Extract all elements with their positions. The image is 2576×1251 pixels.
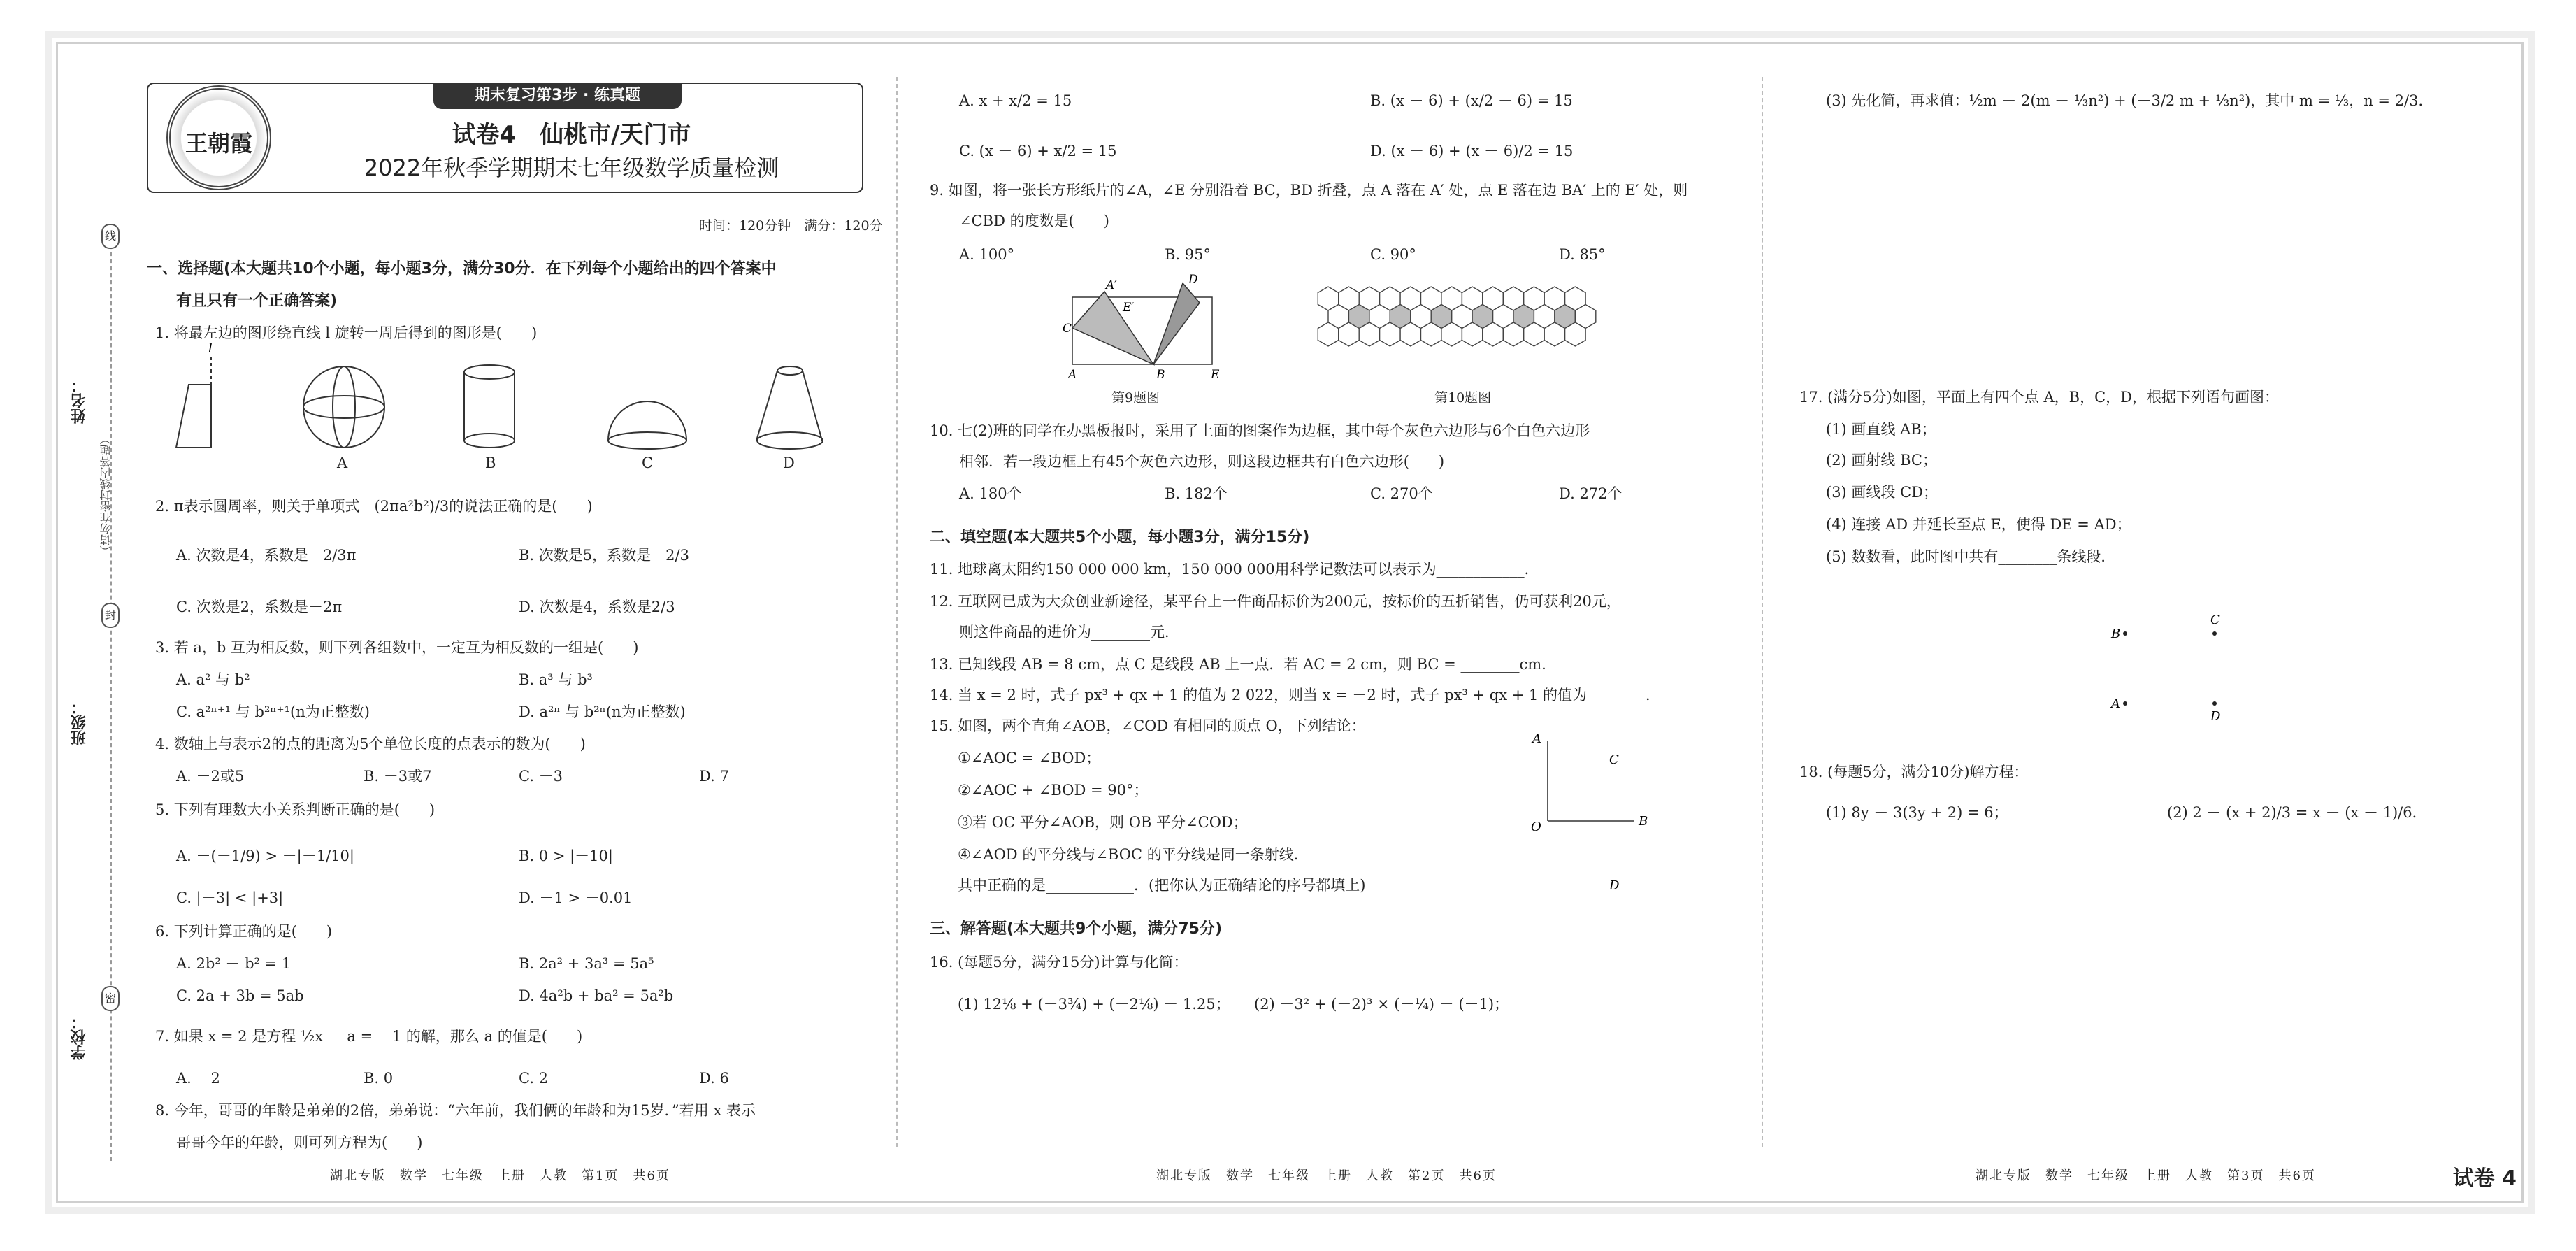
svg-text:D: D <box>2210 709 2221 724</box>
q7-option-a: A. －2 <box>176 1070 220 1087</box>
q2-option-a: A. 次数是4，系数是－2/3π <box>176 547 357 564</box>
q8-option-d: D. (x － 6) + (x － 6)/2 = 15 <box>1370 143 1574 159</box>
fig9-caption: 第9题图 <box>1111 390 1160 406</box>
q4-option-a: A. －2或5 <box>176 768 245 785</box>
svg-text:C: C <box>1063 322 1072 336</box>
q12-text: 12. 互联网已成为大众创业新途径，某平台上一件商品标价为200元，按标价的五折销售，仍可获利20元， <box>930 593 1621 610</box>
q2-option-b: B. 次数是5，系数是－2/3 <box>519 547 689 564</box>
q1-axis-label: l <box>208 341 213 356</box>
paper-title: 试卷4 仙桃市/天门市 <box>452 121 691 149</box>
q16-part3: (3) 先化简，再求值：½m － 2(m － ⅓n²) + (－3/2 m + ⅓n²)，其中 m = ⅓，n = 2/3． <box>1826 92 2433 109</box>
q1-option-d: D <box>783 455 795 471</box>
svg-text:B: B <box>2111 627 2121 641</box>
svg-text:B: B <box>1156 368 1165 382</box>
q15-text: 15. 如图，两个直角∠AOB，∠COD 有相同的顶点 O，下列结论： <box>930 717 1366 734</box>
q6-option-c: C. 2a + 3b = 5ab <box>176 987 304 1004</box>
binding-line <box>110 224 112 1161</box>
q18-part1: (1) 8y － 3(3y + 2) = 6； <box>1826 804 2008 821</box>
q15-conclusion: 其中正确的是____________．(把你认为正确结论的序号都填上) <box>958 877 1366 894</box>
q3-option-d: D. a²ⁿ 与 b²ⁿ(n为正整数) <box>519 703 686 720</box>
q9-text: 9. 如图，将一张长方形纸片的∠A，∠E 分别沿着 BC，BD 折叠，点 A 落在 A′ 处，点 E 落在边 BA′ 上的 E′ 处，则 <box>930 182 1688 199</box>
q7-option-c: C. 2 <box>519 1070 549 1087</box>
binding-mark-close: 密 <box>101 986 120 1011</box>
q8-option-b: B. (x － 6) + (x/2 － 6) = 15 <box>1370 92 1573 109</box>
q7-option-d: D. 6 <box>699 1070 729 1087</box>
q5-option-c: C. |－3| < |+3| <box>176 889 284 906</box>
column-divider <box>1762 77 1763 1147</box>
q9-option-b: B. 95° <box>1165 246 1211 263</box>
q1-text: 1. 将最左边的图形绕直线 l 旋转一周后得到的图形是( ) <box>155 324 538 341</box>
q2-text: 2. π表示圆周率，则关于单项式－(2πa²b²)/3的说法正确的是( ) <box>155 498 593 515</box>
section2-title: 二、填空题(本大题共5个小题，每小题3分，满分15分) <box>930 529 1310 546</box>
svg-text:D: D <box>1188 273 1198 287</box>
q8-option-c: C. (x － 6) + x/2 = 15 <box>959 143 1117 159</box>
class-label: 班级： <box>71 699 88 745</box>
svg-text:A: A <box>1068 368 1077 382</box>
q7-text: 7. 如果 x = 2 是方程 ½x － a = －1 的解，那么 a 的值是( ) <box>155 1028 583 1045</box>
name-label: 姓名： <box>71 378 88 424</box>
q9-option-d: D. 85° <box>1559 246 1606 263</box>
q10-option-a: A. 180个 <box>959 485 1022 502</box>
q8-option-a: A. x + x/2 = 15 <box>959 92 1072 109</box>
q10-option-d: D. 272个 <box>1559 485 1622 502</box>
header-banner: 期末复习第3步 · 练真题 <box>433 83 682 109</box>
q17-item-5: (5) 数数看，此时图中共有________条线段． <box>1826 548 2116 565</box>
section3-title: 三、解答题(本大题共9个小题，满分75分) <box>930 920 1223 938</box>
q5-option-a: A. －(－1/9) > －|－1/10| <box>176 848 354 864</box>
q4-option-d: D. 7 <box>699 768 729 785</box>
q14-text: 14. 当 x = 2 时，式子 px³ + qx + 1 的值为 2 022，则当 x = －2 时，式子 px³ + qx + 1 的值为________． <box>930 687 1661 703</box>
logo-text: 王朝霞 <box>185 130 252 157</box>
q5-option-d: D. －1 > －0.01 <box>519 889 633 906</box>
q10-text-cont: 相邻．若一段边框上有45个灰色六边形，则这段边框共有白色六边形( ) <box>959 453 1445 470</box>
q6-text: 6. 下列计算正确的是( ) <box>155 923 333 940</box>
binding-mark-seal: 封 <box>101 603 120 628</box>
footer-page1: 湖北专版 数学 七年级 上册 人教 第1页 共6页 <box>330 1168 670 1183</box>
q16-part2: (2) －3² + (－2)³ × (－¼) － (－1)； <box>1254 996 1509 1013</box>
q1-option-c: C <box>642 455 654 471</box>
q17-item-1: (1) 画直线 AB； <box>1826 421 1936 438</box>
svg-text:C: C <box>2210 613 2220 627</box>
paper-number: 试卷 4 <box>2452 1166 2517 1191</box>
q13-text: 13. 已知线段 AB = 8 cm，点 C 是线段 AB 上一点．若 AC = 2 cm，则 BC = ________cm. <box>930 656 1546 673</box>
section1-title-cont: 有且只有一个正确答案) <box>176 292 338 310</box>
q5-text: 5. 下列有理数大小关系判断正确的是( ) <box>155 801 436 818</box>
q17-item-4: (4) 连接 AD 并延长至点 E，使得 DE = AD； <box>1826 516 2131 533</box>
q18-text: 18. (每题5分，满分10分)解方程： <box>1799 764 2029 780</box>
q10-option-b: B. 182个 <box>1165 485 1228 502</box>
svg-text:A: A <box>1532 731 1541 746</box>
q11-text: 11. 地球离太阳约150 000 000 km，150 000 000用科学记数法可以表示为____________． <box>930 561 1539 578</box>
svg-text:E′: E′ <box>1123 301 1135 315</box>
q2-option-c: C. 次数是2，系数是－2π <box>176 599 343 615</box>
footer-page3: 湖北专版 数学 七年级 上册 人教 第3页 共6页 <box>1976 1168 2316 1183</box>
q16-part1: (1) 12⅛ + (－3¾) + (－2⅛) － 1.25； <box>958 996 1230 1013</box>
fig9-diagram <box>1063 273 1223 382</box>
column-divider <box>896 77 898 1147</box>
svg-text:C: C <box>1609 752 1619 767</box>
svg-text:O: O <box>1531 820 1541 834</box>
fig10-caption: 第10题图 <box>1434 390 1492 406</box>
q4-option-b: B. －3或7 <box>364 768 432 785</box>
q6-option-b: B. 2a² + 3a³ = 5a⁵ <box>519 955 654 972</box>
q9-text-cont: ∠CBD 的度数是( ) <box>959 213 1109 229</box>
q9-option-c: C. 90° <box>1370 246 1416 263</box>
paper-subtitle: 2022年秋季学期期末七年级数学质量检测 <box>364 155 779 181</box>
q10-option-c: C. 270个 <box>1370 485 1433 502</box>
binding-mark-line: 线 <box>101 224 120 249</box>
footer-page2: 湖北专版 数学 七年级 上册 人教 第2页 共6页 <box>1156 1168 1497 1183</box>
binding-note: （请勿在密封线内答题） <box>99 434 113 557</box>
q6-option-d: D. 4a²b + ba² = 5a²b <box>519 987 674 1004</box>
svg-text:D: D <box>1609 878 1620 893</box>
q9-option-a: A. 100° <box>959 246 1015 263</box>
svg-text:A: A <box>2111 696 2120 711</box>
svg-text:E: E <box>1211 368 1220 382</box>
q15-item-4: ④∠AOD 的平分线与∠BOC 的平分线是同一条射线． <box>958 846 1309 863</box>
q15-item-2: ②∠AOC + ∠BOD = 90°； <box>958 782 1149 799</box>
q17-text: 17. (满分5分)如图，平面上有四个点 A，B，C，D，根据下列语句画图： <box>1799 389 2279 406</box>
fig15-angles <box>1531 727 1657 895</box>
q15-item-1: ①∠AOC = ∠BOD； <box>958 750 1101 766</box>
q3-option-b: B. a³ 与 b³ <box>519 671 593 688</box>
fig17-points <box>2104 608 2258 727</box>
fig10-hexagon-border <box>1314 283 1608 374</box>
q5-option-b: B. 0 > |－10| <box>519 848 613 864</box>
q8-text: 8. 今年，哥哥的年龄是弟弟的2倍，弟弟说：“六年前，我们俩的年龄和为15岁．”若用 x 表示 <box>155 1102 756 1119</box>
q2-option-d: D. 次数是4，系数是2/3 <box>519 599 675 615</box>
school-label: 学校： <box>71 1014 88 1060</box>
q1-option-a: A <box>337 455 348 471</box>
svg-text:B: B <box>1639 814 1648 829</box>
q1-option-b: B <box>485 455 496 471</box>
q1-figures <box>161 341 832 482</box>
svg-text:A′: A′ <box>1106 278 1118 292</box>
q16-text: 16. (每题5分，满分15分)计算与化简： <box>930 954 1188 971</box>
q3-text: 3. 若 a，b 互为相反数，则下列各组数中，一定互为相反数的一组是( ) <box>155 639 639 656</box>
q6-option-a: A. 2b² － b² = 1 <box>176 955 292 972</box>
q15-item-3: ③若 OC 平分∠AOB，则 OB 平分∠COD； <box>958 814 1248 831</box>
q17-item-3: (3) 画线段 CD； <box>1826 484 1938 501</box>
q3-option-a: A. a² 与 b² <box>176 671 250 688</box>
q8-text-cont: 哥哥今年的年龄，则可列方程为( ) <box>176 1134 423 1151</box>
section1-title: 一、选择题(本大题共10个小题，每小题3分，满分30分．在下列每个小题给出的四个答案中 <box>147 260 777 278</box>
q10-text: 10. 七(2)班的同学在办黑板报时，采用了上面的图案作为边框，其中每个灰色六边形与6个白色六边形 <box>930 422 1590 439</box>
time-info: 时间：120分钟 满分：120分 <box>699 218 883 234</box>
q17-item-2: (2) 画射线 BC； <box>1826 452 1937 469</box>
q18-part2: (2) 2 － (x + 2)/3 = x － (x － 1)/6． <box>2167 804 2427 821</box>
q4-option-c: C. －3 <box>519 768 563 785</box>
q12-text-cont: 则这件商品的进价为________元． <box>959 624 1179 641</box>
q7-option-b: B. 0 <box>364 1070 394 1087</box>
q3-option-c: C. a²ⁿ⁺¹ 与 b²ⁿ⁺¹(n为正整数) <box>176 703 370 720</box>
q4-text: 4. 数轴上与表示2的点的距离为5个单位长度的点表示的数为( ) <box>155 736 586 752</box>
